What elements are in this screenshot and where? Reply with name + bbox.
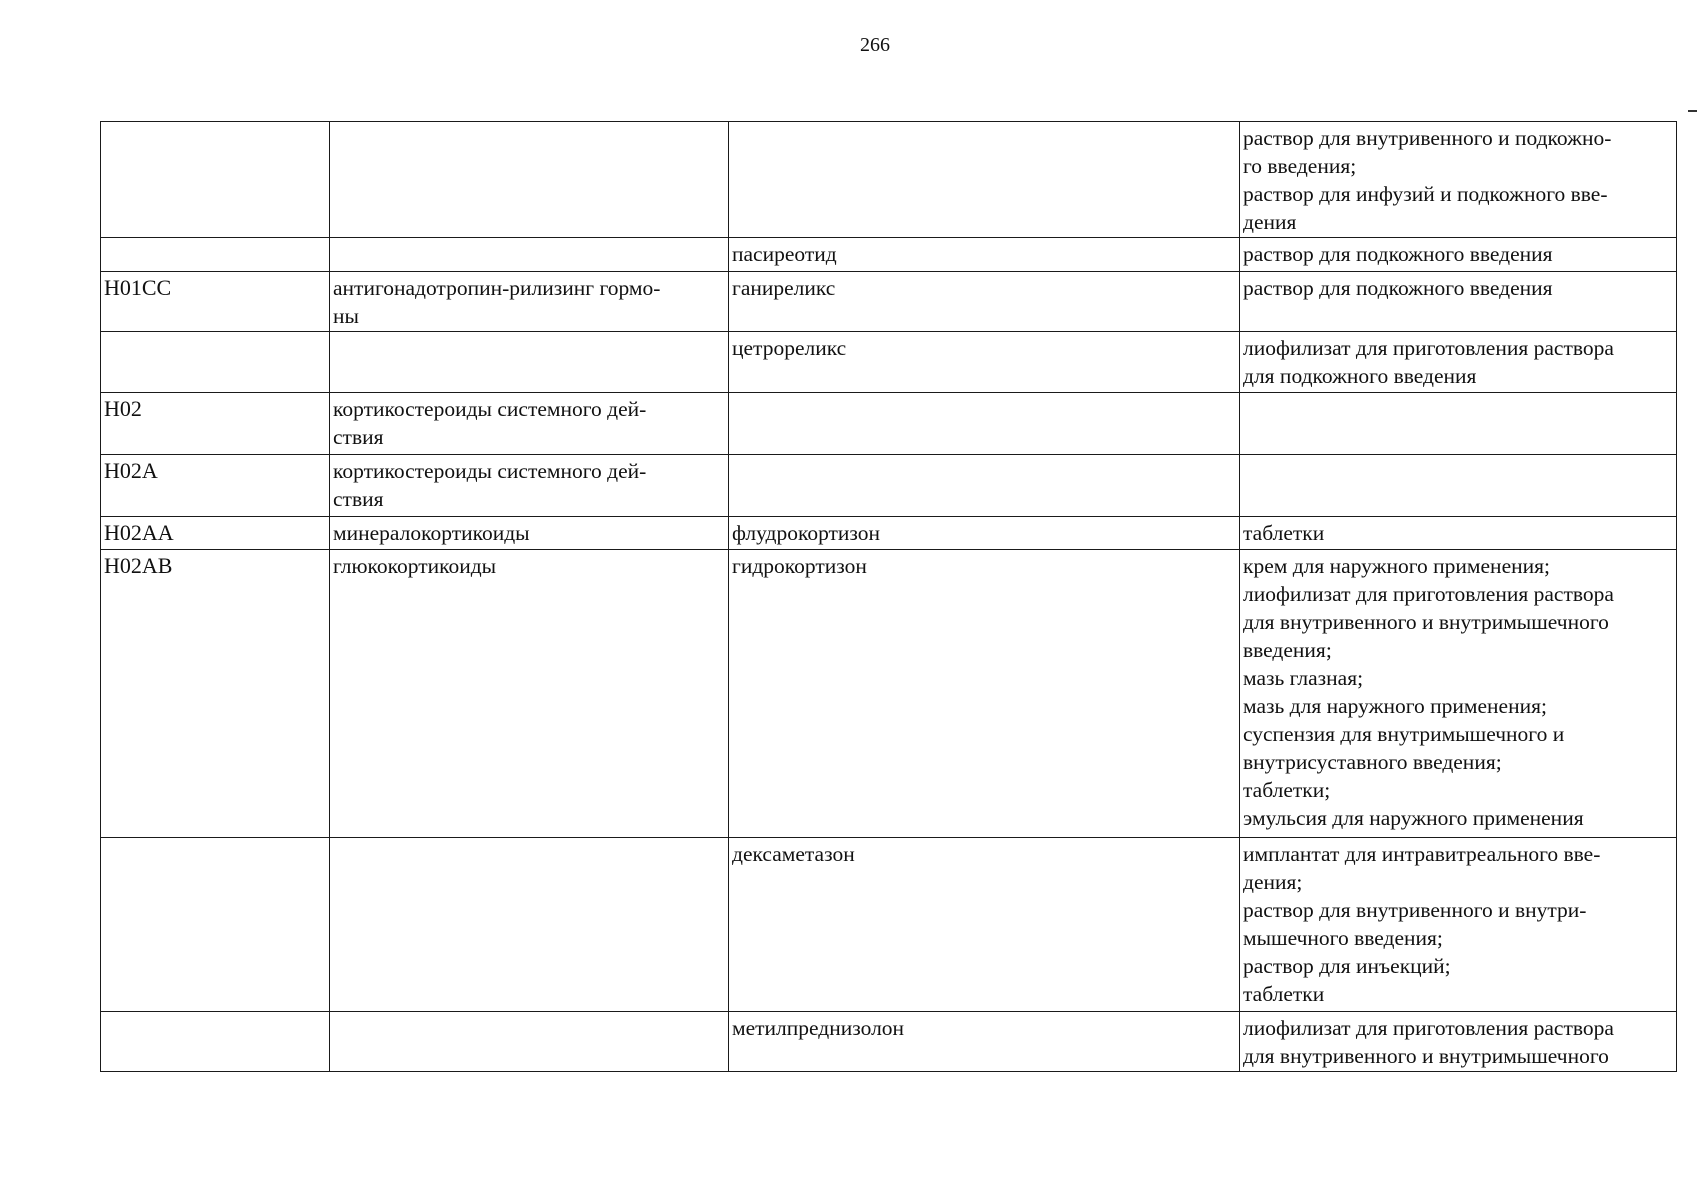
group-cell: кортикостероиды системного дей- ствия — [330, 455, 729, 517]
table-row — [101, 1012, 1677, 1072]
atc-code-cell — [101, 838, 330, 1012]
group-cell — [330, 122, 729, 238]
drug-cell: цетрореликс — [729, 332, 1240, 393]
atc-code-cell: H02AA — [101, 517, 330, 550]
dosage-form-cell: раствор для внутривенного и подкожно- го введения; раствор для инфузий и подкожного вве- дения — [1240, 122, 1677, 238]
atc-code-cell — [101, 238, 330, 272]
group-cell: глюкокортикоиды — [330, 550, 729, 838]
drug-cell: гидрокортизон — [729, 550, 1240, 838]
table-row — [101, 122, 1677, 238]
table-row — [101, 517, 1677, 550]
dosage-form-cell: крем для наружного применения; лиофилизат для приготовления раствора для внутривенного и внутримышечного введения; мазь глазная; мазь для наружного применения; суспензия для внутримышечного и внутрисуставного введения; таблетки; эмульсия для наружного применения — [1240, 550, 1677, 838]
atc-code-cell — [101, 1012, 330, 1072]
dosage-form-cell: раствор для подкожного введения — [1240, 272, 1677, 332]
atc-code-cell — [101, 122, 330, 238]
dosage-form-cell: раствор для подкожного введения — [1240, 238, 1677, 272]
drug-cell: пасиреотид — [729, 238, 1240, 272]
drug-cell — [729, 122, 1240, 238]
drug-cell: дексаметазон — [729, 838, 1240, 1012]
page-number: 266 — [860, 34, 890, 56]
drug-cell: ганиреликс — [729, 272, 1240, 332]
dosage-form-cell: лиофилизат для приготовления раствора для подкожного введения — [1240, 332, 1677, 393]
drug-cell — [729, 455, 1240, 517]
table-row — [101, 393, 1677, 455]
drug-cell: метилпреднизолон — [729, 1012, 1240, 1072]
atc-code-cell: H02A — [101, 455, 330, 517]
dosage-form-cell: лиофилизат для приготовления раствора для внутривенного и внутримышечного — [1240, 1012, 1677, 1072]
group-cell: минералокортикоиды — [330, 517, 729, 550]
table-row — [101, 238, 1677, 272]
drug-cell: флудрокортизон — [729, 517, 1240, 550]
dosage-form-cell: таблетки — [1240, 517, 1677, 550]
atc-code-cell: H02 — [101, 393, 330, 455]
atc-code-cell: H02AB — [101, 550, 330, 838]
atc-code-cell: H01CC — [101, 272, 330, 332]
table-row — [101, 332, 1677, 393]
drug-table — [100, 121, 1677, 1072]
group-cell — [330, 332, 729, 393]
group-cell — [330, 238, 729, 272]
table-row — [101, 550, 1677, 838]
group-cell: антигонадотропин-рилизинг гормо- ны — [330, 272, 729, 332]
drug-cell — [729, 393, 1240, 455]
group-cell — [330, 838, 729, 1012]
dosage-form-cell — [1240, 455, 1677, 517]
dosage-form-cell — [1240, 393, 1677, 455]
table-row — [101, 272, 1677, 332]
scan-edge-mark — [1688, 110, 1697, 112]
table-row — [101, 838, 1677, 1012]
group-cell: кортикостероиды системного дей- ствия — [330, 393, 729, 455]
table-row — [101, 455, 1677, 517]
group-cell — [330, 1012, 729, 1072]
atc-code-cell — [101, 332, 330, 393]
dosage-form-cell: имплантат для интравитреального вве- дения; раствор для внутривенного и внутри- мышечного введения; раствор для инъекций; таблетки — [1240, 838, 1677, 1012]
